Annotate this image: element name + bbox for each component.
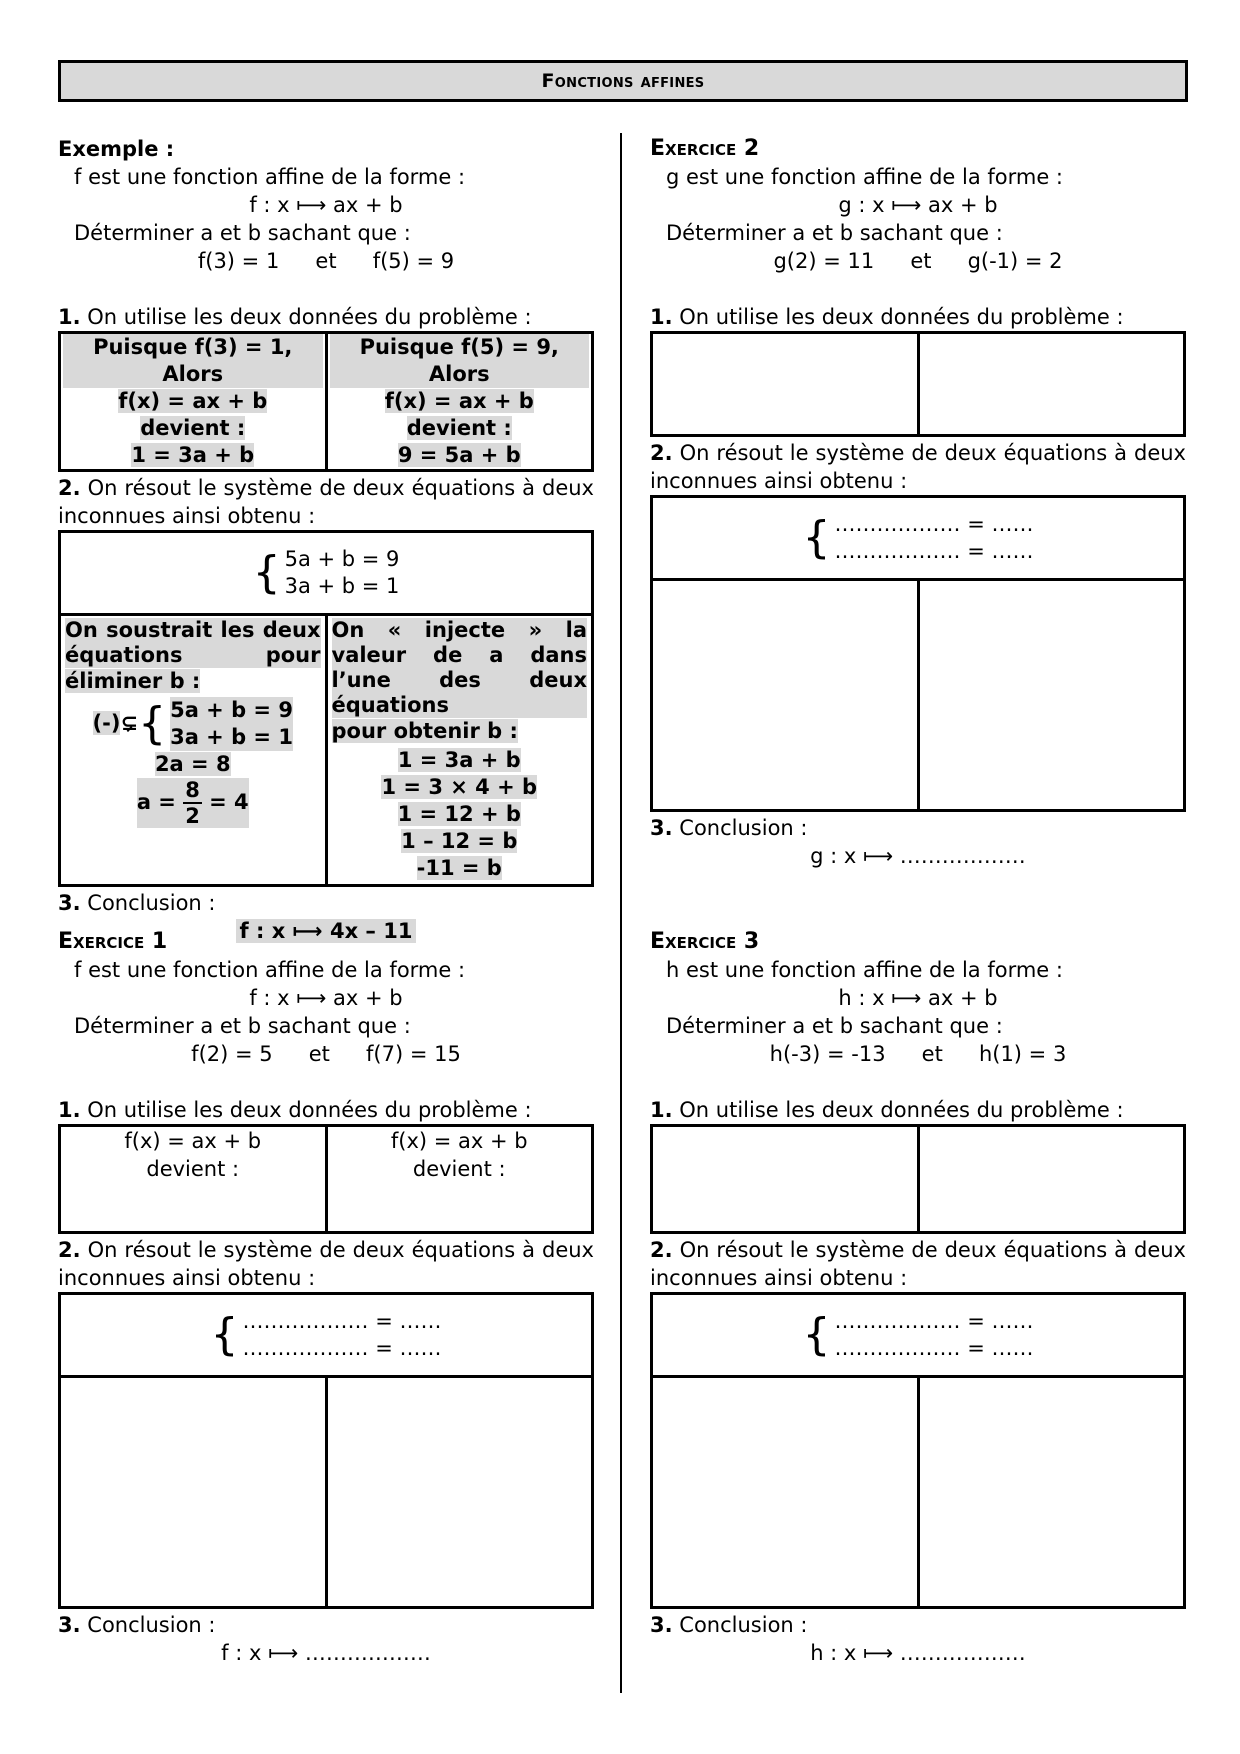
example-conclusion: f : x ⟼ 4x – 11	[236, 919, 417, 943]
cell-line: devient :	[146, 1157, 240, 1181]
example-step3	[58, 889, 594, 917]
cell-line: f(x) = ax + b	[124, 1129, 262, 1153]
ex3-givens	[650, 1040, 1186, 1068]
ex3-step2	[650, 1236, 1186, 1292]
equation: 5a + b = 9	[170, 698, 293, 722]
cell-line: devient :	[412, 1157, 506, 1181]
ex3-heading: Exercice 3	[650, 929, 760, 954]
ex2-answer-cell-right[interactable]	[918, 333, 1185, 436]
ex2-answer-cell-left[interactable]	[652, 333, 919, 436]
column-divider	[620, 133, 622, 1693]
step-text: On résout le système de deux équations à deux inconnues ainsi obtenu :	[650, 441, 1186, 493]
ex1-given-1: f(2) = 5	[191, 1042, 273, 1066]
ex1-intro: f est une fonction affine de la forme :	[74, 958, 466, 982]
ex1-conclusion: f : x ⟼ ………………	[221, 1641, 431, 1665]
ex1-work-cell-left[interactable]	[60, 1377, 327, 1608]
step-text: On utilise les deux données du problème :	[87, 305, 532, 329]
brace-icon: {	[802, 1309, 831, 1360]
ex1-step3	[58, 1611, 594, 1639]
ex1-step1	[58, 1096, 594, 1124]
ex1-form: f : x ⟼ ax + b	[249, 986, 403, 1010]
ex3-task: Déterminer a et b sachant que :	[666, 1014, 1003, 1038]
exercise-1-section	[58, 928, 594, 1667]
inject-step: 1 = 3a + b	[397, 748, 521, 772]
ex3-given-2: h(1) = 3	[978, 1042, 1067, 1066]
example-section	[58, 135, 594, 945]
elim-result: 2a = 8	[154, 752, 231, 776]
ex1-and: et	[308, 1042, 330, 1066]
curved-arrow-icon: ⊊	[120, 711, 139, 735]
step-number: 1.	[58, 1098, 81, 1122]
ex3-work-cell-right[interactable]	[918, 1377, 1185, 1608]
ex3-step3	[650, 1611, 1186, 1639]
example-heading: Exemple :	[58, 137, 175, 161]
ex1-step1-table	[58, 1124, 594, 1234]
blank-equation: ……………… = ……	[242, 1309, 442, 1333]
inject-step: 1 – 12 = b	[401, 829, 518, 853]
step-text: On utilise les deux données du problème :	[679, 1098, 1124, 1122]
ex3-step1	[650, 1096, 1186, 1124]
ex2-step2	[650, 439, 1186, 495]
ex2-task: Déterminer a et b sachant que :	[666, 221, 1003, 245]
example-system	[285, 546, 400, 600]
example-system-cell	[60, 532, 593, 615]
cell-line: f(x) = ax + b	[390, 1129, 528, 1153]
ex2-step1-table	[650, 331, 1186, 437]
example-elim-cell	[60, 615, 327, 886]
example-cell-left	[60, 333, 327, 471]
cell-line: f(x) = ax + b	[118, 389, 268, 413]
ex2-system-cell[interactable]	[652, 497, 1185, 580]
example-given-1: f(3) = 1	[197, 249, 280, 273]
equation: 5a + b = 9	[284, 547, 400, 571]
ex2-givens	[650, 247, 1186, 275]
step-text: Conclusion :	[679, 816, 808, 840]
ex3-and: et	[921, 1042, 943, 1066]
ex2-work-cell-right[interactable]	[918, 580, 1185, 811]
ex3-system	[835, 1308, 1034, 1362]
ex2-conclusion: g : x ⟼ ………………	[810, 844, 1026, 868]
ex1-system-cell[interactable]	[60, 1294, 593, 1377]
step-number: 2.	[650, 1238, 673, 1262]
fraction-result: = 4	[209, 790, 249, 814]
step-number: 2.	[58, 1238, 81, 1262]
ex1-heading: Exercice 1	[58, 929, 168, 954]
step-text: On utilise les deux données du problème :	[87, 1098, 532, 1122]
ex1-work-cell-right[interactable]	[326, 1377, 593, 1608]
example-cell-right	[326, 333, 593, 471]
exercise-2-section	[650, 135, 1186, 870]
ex1-task: Déterminer a et b sachant que :	[74, 1014, 411, 1038]
elim-fraction-line	[137, 778, 249, 828]
example-task: Déterminer a et b sachant que :	[74, 221, 411, 245]
step-text: On résout le système de deux équations à deux inconnues ainsi obtenu :	[58, 476, 594, 528]
step-number: 3.	[58, 1613, 81, 1637]
elim-equations	[170, 697, 293, 751]
step-text: Conclusion :	[87, 1613, 216, 1637]
cell-line: 1 = 3a + b	[131, 443, 255, 467]
example-inject-cell	[326, 615, 593, 886]
ex3-conclusion: h : x ⟼ ………………	[810, 1641, 1026, 1665]
step-number: 3.	[650, 816, 673, 840]
ex2-work-cell-left[interactable]	[652, 580, 919, 811]
inject-step: -11 = b	[416, 856, 502, 880]
blank-equation: ……………… = ……	[834, 1309, 1034, 1333]
blank-equation: ……………… = ……	[242, 1336, 442, 1360]
example-form: f : x ⟼ ax + b	[249, 193, 403, 217]
step-number: 1.	[650, 305, 673, 329]
elim-system	[65, 697, 321, 751]
exercise-3-section	[650, 928, 1186, 1667]
blank-equation: ……………… = ……	[834, 539, 1034, 563]
equation: 3a + b = 1	[284, 574, 400, 598]
ex1-given-2: f(7) = 15	[366, 1042, 461, 1066]
ex2-heading: Exercice 2	[650, 136, 760, 161]
cell-line: Puisque f(5) = 9, Alors	[330, 334, 590, 388]
ex3-form: h : x ⟼ ax + b	[838, 986, 998, 1010]
cell-line: devient :	[406, 416, 512, 440]
ex1-step2-table	[58, 1292, 594, 1609]
step-number: 2.	[58, 476, 81, 500]
example-and: et	[315, 249, 337, 273]
ex3-answer-cell-left[interactable]	[652, 1126, 919, 1233]
inject-step: 1 = 3 × 4 + b	[381, 775, 538, 799]
inject-text-2: pour obtenir b :	[331, 719, 518, 743]
cell-line: f(x) = ax + b	[384, 389, 534, 413]
ex3-answer-cell-right[interactable]	[918, 1126, 1185, 1233]
step-text: On résout le système de deux équations à deux inconnues ainsi obtenu :	[58, 1238, 594, 1290]
ex2-intro: g est une fonction affine de la forme :	[666, 165, 1064, 189]
fraction-numerator: 8	[185, 778, 200, 802]
example-step1	[58, 303, 594, 331]
brace-icon: {	[252, 547, 281, 598]
ex1-answer-cell-right[interactable]	[326, 1126, 593, 1233]
ex2-step2-table	[650, 495, 1186, 812]
ex3-given-1: h(-3) = -13	[769, 1042, 886, 1066]
step-text: On résout le système de deux équations à deux inconnues ainsi obtenu :	[650, 1238, 1186, 1290]
example-step1-table	[58, 331, 594, 472]
example-step2-table	[58, 530, 594, 887]
brace-icon: {	[138, 698, 167, 749]
brace-icon: {	[210, 1309, 239, 1360]
ex1-givens	[58, 1040, 594, 1068]
ex1-step2	[58, 1236, 594, 1292]
fraction-denominator: 2	[185, 804, 200, 828]
step-number: 3.	[650, 1613, 673, 1637]
ex3-intro: h est une fonction affine de la forme :	[666, 958, 1063, 982]
ex3-step1-table	[650, 1124, 1186, 1234]
cell-line: Puisque f(3) = 1, Alors	[63, 334, 323, 388]
step-number: 3.	[58, 891, 81, 915]
elim-text-1: On soustrait les deux équations pour	[65, 618, 321, 667]
ex2-given-2: g(-1) = 2	[967, 249, 1063, 273]
elim-text-2: éliminer b :	[65, 669, 201, 693]
page-title: Fonctions affines	[541, 70, 705, 92]
ex3-system-cell[interactable]	[652, 1294, 1185, 1377]
fraction-prefix: a =	[136, 790, 176, 814]
equation: 3a + b = 1	[170, 725, 293, 749]
cell-line: devient :	[140, 416, 246, 440]
elim-operator: (-)	[92, 711, 121, 735]
step-number: 2.	[650, 441, 673, 465]
inject-text-1: On « injecte » la valeur de a dans l’une des deux équations	[331, 618, 587, 717]
example-givens	[58, 247, 594, 275]
cell-line: 9 = 5a + b	[397, 443, 521, 467]
ex1-system	[243, 1308, 442, 1362]
page-title-box	[58, 60, 1188, 102]
blank-equation: ……………… = ……	[834, 1336, 1034, 1360]
ex2-system	[835, 511, 1034, 565]
example-step2	[58, 474, 594, 530]
inject-step: 1 = 12 + b	[397, 802, 521, 826]
ex3-work-cell-left[interactable]	[652, 1377, 919, 1608]
step-text: Conclusion :	[679, 1613, 808, 1637]
ex2-step1	[650, 303, 1186, 331]
step-number: 1.	[58, 305, 81, 329]
blank-equation: ……………… = ……	[834, 512, 1034, 536]
ex2-form: g : x ⟼ ax + b	[838, 193, 998, 217]
step-text: On utilise les deux données du problème :	[679, 305, 1124, 329]
step-number: 1.	[650, 1098, 673, 1122]
fraction	[183, 778, 202, 828]
step-text: Conclusion :	[87, 891, 216, 915]
ex2-given-1: g(2) = 11	[773, 249, 875, 273]
brace-icon: {	[802, 512, 831, 563]
ex2-step3	[650, 814, 1186, 842]
example-given-2: f(5) = 9	[372, 249, 455, 273]
example-intro: f est une fonction affine de la forme :	[74, 165, 466, 189]
ex2-and: et	[910, 249, 932, 273]
ex3-step2-table	[650, 1292, 1186, 1609]
ex1-answer-cell-left[interactable]	[60, 1126, 327, 1233]
